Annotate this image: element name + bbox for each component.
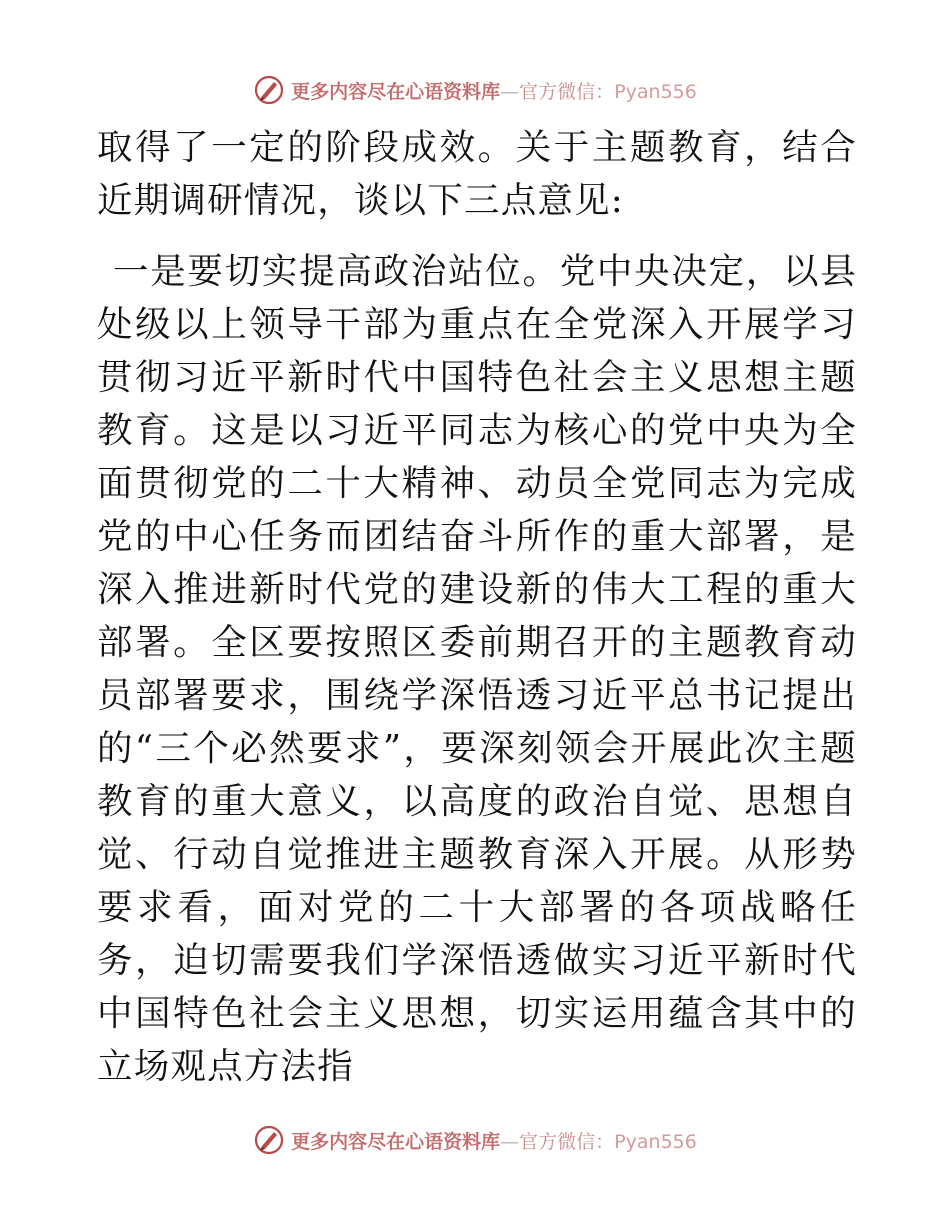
paragraph-intro: 取得了一定的阶段成效。关于主题教育，结合近期调研情况，谈以下三点意见: [97, 127, 857, 221]
watermark-separator: — [500, 80, 520, 103]
watermark-official-label: 官方微信： [519, 80, 615, 103]
watermark-brand: 更多内容尽在心语资料库 [291, 80, 501, 103]
watermark-text [291, 77, 697, 104]
watermark-wechat-id: Pyan556 [614, 1130, 697, 1153]
footer-watermark [0, 1120, 950, 1160]
watermark-wechat-id: Pyan556 [614, 80, 697, 103]
watermark-separator: — [500, 1130, 520, 1153]
watermark-official-label: 官方微信： [519, 1130, 615, 1153]
pen-logo-icon [253, 1124, 285, 1156]
pen-logo-icon [253, 74, 285, 106]
header-watermark [0, 70, 950, 110]
document-body [97, 121, 857, 1093]
watermark-text [291, 1127, 697, 1154]
watermark-brand: 更多内容尽在心语资料库 [291, 1130, 501, 1153]
paragraph-political-stance: 一是要切实提高政治站位。党中央决定，以县处级以上领导干部为重点在全党深入开展学习贯彻习近平新时代中国特色社会主义思想主题教育。这是以习近平同志为核心的党中央为全面贯彻党的二十大精神、动员全党同志为完成党的中心任务而团结奋斗所作的重大部署，是深入推进新时代党的建设新的伟大工程的重大部署。全区要按照区委前期召开的主题教育动员部署要求，围绕学深悟透习近平总书记提出的“三个必然要求”，要深刻领会开展此次主题教育的重大意义，以高度的政治自觉、思想自觉、行动自觉推进主题教育深入开展。从形势要求看，面对党的二十大部署的各项战略任务，迫切需要我们学深悟透做实习近平新时代中国特色社会主义思想，切实运用蕴含其中的立场观点方法指 [97, 251, 857, 1087]
